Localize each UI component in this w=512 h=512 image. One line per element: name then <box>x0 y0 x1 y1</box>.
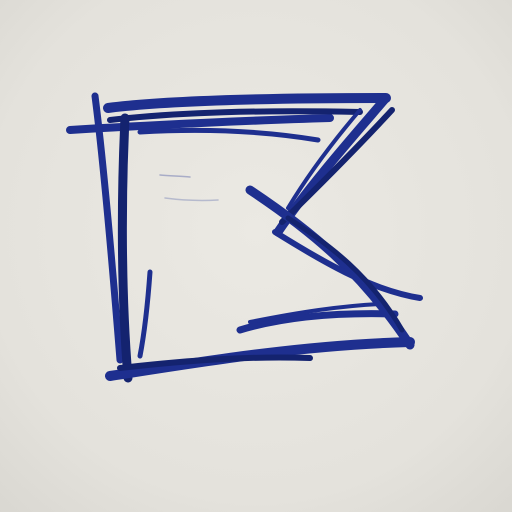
top-stroke-4 <box>140 130 318 140</box>
faint-mark-1 <box>160 175 190 177</box>
bottom-stroke-3 <box>240 314 395 330</box>
left-stroke-2 <box>122 118 128 378</box>
left-stroke-3 <box>140 272 150 356</box>
left-stroke-1 <box>95 96 120 360</box>
upper-diagonal-2 <box>282 110 392 222</box>
top-stroke-2 <box>108 98 386 108</box>
faint-mark-2 <box>165 198 218 200</box>
